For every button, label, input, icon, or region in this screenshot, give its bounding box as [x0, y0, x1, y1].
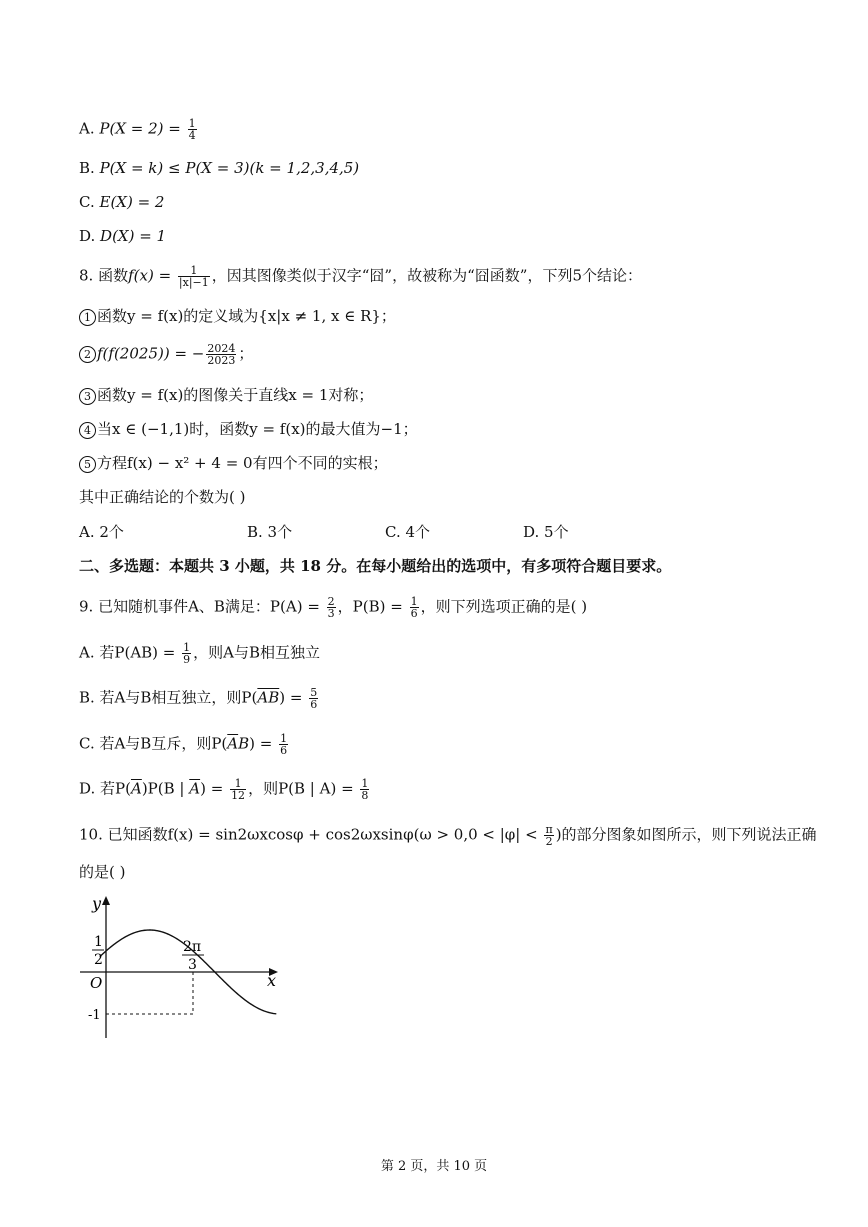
q9-option-d: D. 若$P(\overline{A})P(B$ | $\overline{A}$) = $\frac{1}{12}$ ，则P(B | A) = $\frac{1}{8}$ — [79, 777, 369, 802]
q10-stem: 10. 已知函数f(x) = sin2ωxcosφ + cos2ωxsinφ(ω > 0,0 < |φ| < $\frac{\pi}{2}$ )的部分图象如图所示，则下列说法正确 — [79, 823, 817, 848]
q10-function-graph — [70, 892, 290, 1042]
half-numerator: 1 — [94, 934, 103, 950]
xtick-denominator: 3 — [188, 957, 197, 973]
q8-conclusion-3: 3 函数y = f(x)的图像关于直线x = 1对称； — [79, 385, 373, 405]
q8-conclusion-4: 4 当x ∈ (−1,1)时，函数y = f(x)的最大值为−1； — [79, 419, 418, 439]
q8-conclusion-1: 1 函数y = f(x)的定义域为{x|x ≠ 1, x ∈ R}； — [79, 306, 396, 326]
q9-option-c: C. 若A与B互斥，则$P(\overline{A}B)$ = $\frac{1}{6}$ — [79, 732, 288, 757]
q8-stem: 8. 函数f(x) = $\frac{1}{|x|-1}$ ，因其图像类似于汉字“囧”，故被称为“囧函数”，下列5个结论： — [79, 264, 642, 289]
q8-option-d: D. 5个 — [523, 523, 569, 541]
page-footer: 第 2 页，共 10 页 — [380, 1159, 488, 1174]
q7-option-a: A. P(X = 2) = $\frac{1}{4}$ — [79, 117, 196, 142]
neg-one-label: -1 — [88, 1008, 101, 1023]
q8-option-b: B. 3个 — [247, 523, 293, 541]
q9-stem: 9. 已知随机事件A、B满足：P(A) = $\frac{2}{3}$ ，P(B) = $\frac{1}{6}$ ，则下列选项正确的是( ) — [79, 595, 588, 620]
q7-option-b: B. P(X = k) ≤ P(X = 3)(k = 1,2,3,4,5) — [79, 159, 360, 177]
xtick-numerator: 2π — [183, 939, 202, 955]
q8-option-c: C. 4个 — [385, 523, 431, 541]
y-axis-arrow — [102, 896, 110, 905]
q8-option-a: A. 2个 — [79, 523, 124, 541]
half-denominator: 2 — [94, 952, 103, 968]
q8-question: 其中正确结论的个数为( ) — [79, 488, 246, 506]
q9-option-a: A. 若P(AB) = $\frac{1}{9}$ ，则A与B相互独立 — [79, 641, 320, 666]
origin-label: O — [90, 974, 103, 992]
section-2-title: 二、多选题：本题共 3 小题，共 18 分。在每小题给出的选项中，有多项符合题目要求。 — [79, 557, 672, 575]
q8-conclusion-5: 5 方程f(x) − x² + 4 = 0有四个不同的实根； — [79, 453, 388, 473]
q7-option-c: C. E(X) = 2 — [79, 193, 165, 211]
q8-conclusion-2: 2 f(f(2025)) = − $\frac{2024}{2023}$ ； — [79, 343, 253, 366]
x-axis-label: x — [267, 971, 277, 990]
q10-stem-line2: 的是( ) — [79, 863, 126, 881]
q7-option-d: D. D(X) = 1 — [79, 227, 167, 245]
y-axis-label: y — [92, 894, 102, 913]
q9-option-b: B. 若A与B相互独立，则$P(\overline{AB})$ = $\frac{5}{6}$ — [79, 686, 318, 711]
